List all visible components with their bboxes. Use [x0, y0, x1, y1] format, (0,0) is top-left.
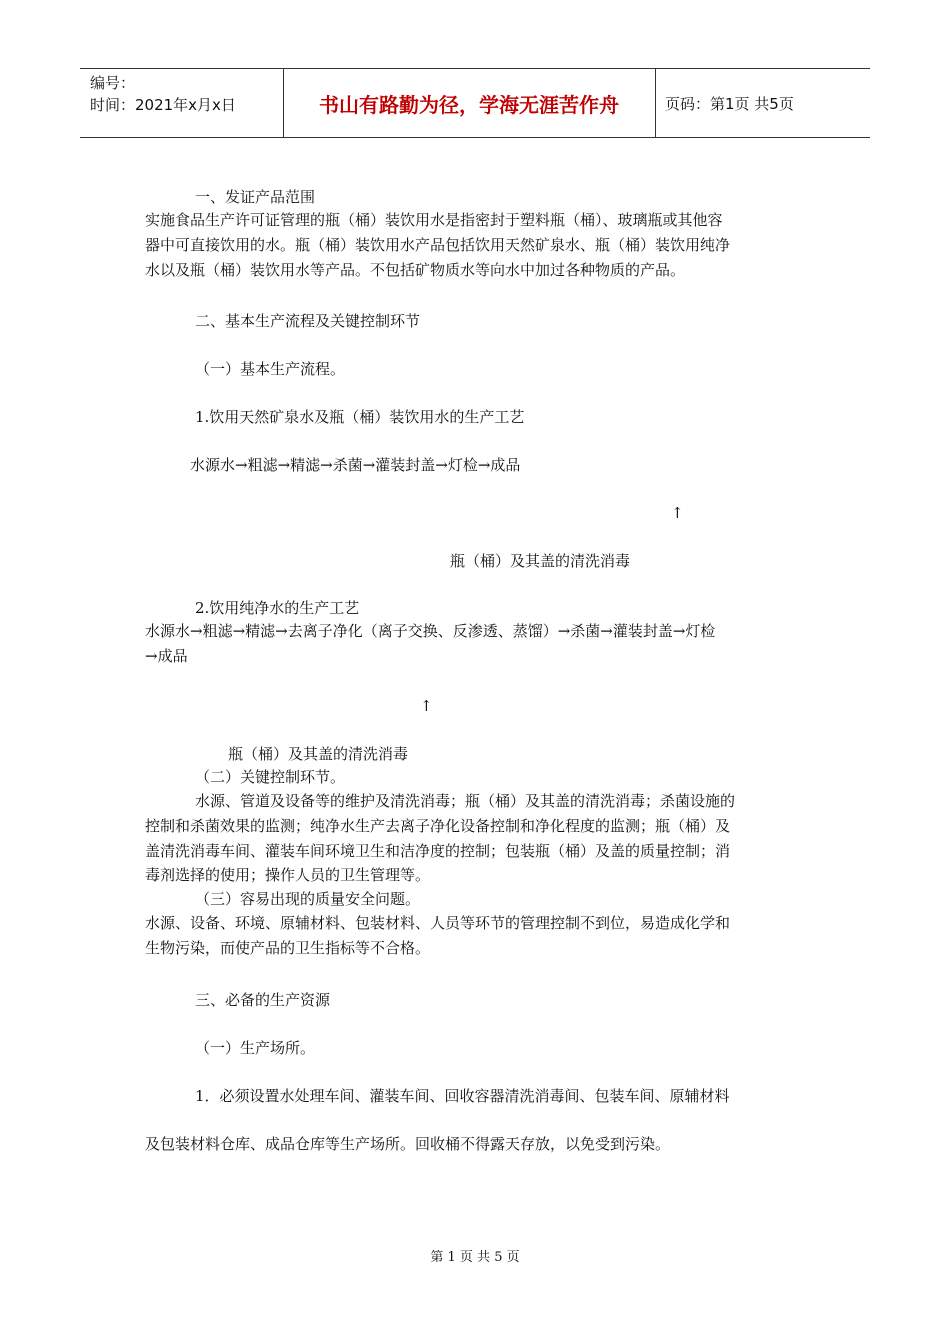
- paragraph-line: 水以及瓶（桶）装饮用水等产品。不包括矿物质水等向水中加过各种物质的产品。: [145, 261, 686, 279]
- section-2-title: 二、基本生产流程及关键控制环节: [195, 312, 421, 330]
- subsection-title: （二）关键控制环节。: [195, 768, 346, 786]
- paragraph-line: 毒剂选择的使用；操作人员的卫生管理等。: [145, 866, 431, 884]
- paragraph-line: 控制和杀菌效果的监测；纯净水生产去离子净化设备控制和净化程度的监测；瓶（桶）及: [145, 817, 731, 835]
- up-arrow-icon: ↑: [420, 697, 433, 715]
- process-item-title: 1.饮用天然矿泉水及瓶（桶）装饮用水的生产工艺: [195, 408, 525, 426]
- process-flow-2-sub: 瓶（桶）及其盖的清洗消毒: [228, 745, 409, 763]
- paragraph-line: 水源、设备、环境、原辅材料、包装材料、人员等环节的管理控制不到位，易造成化学和: [145, 914, 731, 932]
- subsection-title: （一）生产场所。: [195, 1039, 316, 1057]
- document-number-label: 编号：: [90, 74, 136, 92]
- process-flow-1: 水源水→粗滤→精滤→杀菌→灌装封盖→灯检→成品: [190, 456, 521, 474]
- process-item-title: 2.饮用纯净水的生产工艺: [195, 599, 360, 617]
- header-page-info: 页码：第1页 共5页: [665, 95, 794, 113]
- paragraph-line: 器中可直接饮用的水。瓶（桶）装饮用水产品包括饮用天然矿泉水、瓶（桶）装饮用纯净: [145, 236, 731, 254]
- section-1-title: 一、发证产品范围: [195, 188, 316, 206]
- paragraph-line: 生物污染，而使产品的卫生指标等不合格。: [145, 939, 431, 957]
- section-3-title: 三、必备的生产资源: [195, 991, 331, 1009]
- paragraph-line: 及包装材料仓库、成品仓库等生产场所。回收桶不得露天存放，以免受到污染。: [145, 1135, 671, 1153]
- header-motto: 书山有路勤为径，学海无涯苦作舟: [319, 92, 619, 117]
- page-footer: 第 1 页 共 5 页: [430, 1250, 520, 1265]
- process-flow-1-sub: 瓶（桶）及其盖的清洗消毒: [450, 552, 631, 570]
- document-date: 时间：2021年x月x日: [90, 96, 236, 114]
- subsection-title: （一）基本生产流程。: [195, 360, 346, 378]
- process-flow-2-continued: →成品: [145, 647, 188, 665]
- paragraph-line: 实施食品生产许可证管理的瓶（桶）装饮用水是指密封于塑料瓶（桶）、玻璃瓶或其他容: [145, 211, 723, 229]
- paragraph-line: 盖清洗消毒车间、灌装车间环境卫生和洁净度的控制；包装瓶（桶）及盖的质量控制；消: [145, 842, 731, 860]
- document-header: [80, 68, 870, 138]
- paragraph-line: 水源、管道及设备等的维护及清洗消毒；瓶（桶）及其盖的清洗消毒；杀菌设施的: [195, 792, 736, 810]
- paragraph-line: 1．必须设置水处理车间、灌装车间、回收容器清洗消毒间、包装车间、原辅材料: [195, 1087, 730, 1105]
- process-flow-2: 水源水→粗滤→精滤→去离子净化（离子交换、反渗透、蒸馏）→杀菌→灌装封盖→灯检: [145, 622, 716, 640]
- subsection-title: （三）容易出现的质量安全问题。: [195, 890, 421, 908]
- header-meta: [90, 72, 236, 116]
- up-arrow-icon: ↑: [671, 504, 684, 522]
- header-divider: [655, 69, 656, 137]
